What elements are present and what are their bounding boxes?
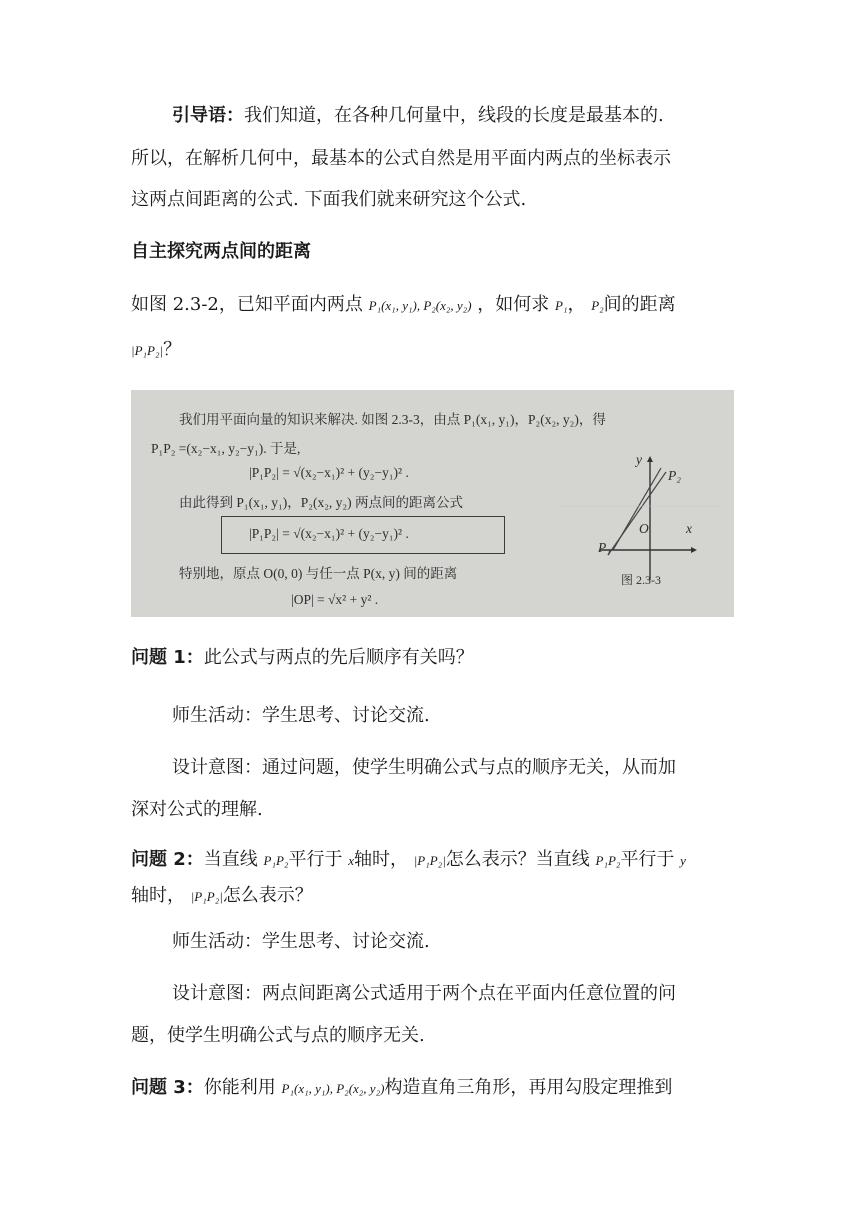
q2-activity: 师生活动：学生思考、讨论交流. [172,931,430,952]
q1-label: 问题 1： [131,647,204,668]
tb-line-1: 我们用平面向量的知识来解决. 如图 2.3-3，由点 P₁(x₁, y₁)，P₂(x₂, y₂)，得 [179,412,606,427]
intro-line-3: 这两点间距离的公式. 下面我们就来研究这个公式. [131,189,527,210]
tb-fig-caption: 图 2.3-3 [621,573,661,587]
tb-line-5: |P₁P₂| = √(x₂−x₁)² + (y₂−y₁)² . [249,526,409,541]
q2-t6: 轴时， [131,885,185,906]
q2-y: y [680,853,686,868]
q3-label: 问题 3： [131,1077,204,1098]
tb-fig-p2: P₂ [668,468,681,483]
q1-design-1: 设计意图：通过问题，使学生明确公式与点的顺序无关，从而加 [172,757,676,778]
tb-fig-y: y [636,452,642,467]
tb-segment-p1p2 [608,472,666,555]
q2-x: x [348,853,354,868]
q1-text: 此公式与两点的先后顺序有关吗？ [203,647,474,668]
q2-line-p1p2: P₁P₂ [263,853,289,868]
q2-line-p1p2-2: P₁P₂ [595,853,621,868]
question-intro-line-1 [131,293,676,318]
qi-part1: 如图 2.3-2，已知平面内两点 [131,294,363,315]
textbook-photo [131,390,734,617]
tb-line-4: 由此得到 P₁(x₁, y₁)，P₂(x₂, y₂) 两点间的距离公式 [179,495,463,510]
tb-fig-p1: P₁ [598,540,611,555]
qi-comma: ， [567,294,586,315]
qi-p1: P₁ [555,298,568,313]
tb-y-arrow [647,456,653,462]
question-intro-line-2 [131,338,181,363]
q2-t5: 平行于 [620,849,675,870]
tb-line-7: |OP| = √x² + y² . [291,592,379,607]
q1-activity: 师生活动：学生思考、讨论交流. [172,705,430,726]
qi-part3: 间的距离 [603,294,676,315]
q2-dist-2: |P₁P₂| [190,889,223,904]
tb-fig-x: x [686,521,692,536]
intro-text-1: 我们知道，在各种几何量中，线段的长度是最基本的. [244,105,664,126]
q2-t3: 轴时， [353,849,408,870]
tb-fig-o: O [639,521,649,536]
tb-line-2: P₁P₂ =(x₂−x₁, y₂−y₁). 于是, [151,441,301,456]
q2-line-2 [131,884,313,909]
qi-p2: P₂ [591,298,604,313]
q2-design-2: 题，使学生明确公式与点的顺序无关. [131,1025,425,1046]
intro-line-1 [172,104,664,128]
intro-line-2: 所以，在解析几何中，最基本的公式自然是用平面内两点的坐标表示 [131,148,671,169]
q1-line [131,646,474,670]
qi-part2: ，如何求 [477,294,550,315]
tb-line-3: |P₁P₂| = √(x₂−x₁)² + (y₂−y₁)² . [249,465,409,480]
q2-label: 问题 2： [131,849,204,870]
section-title: 自主探究两点间的距离 [131,241,311,262]
q3-points-formula: P₁(x₁, y₁), P₂(x₂, y₂) [281,1081,385,1096]
q3-t1: 你能利用 [203,1077,276,1098]
q3-t2: 构造直角三角形，再用勾股定理推到 [384,1077,673,1098]
q2-t2: 平行于 [288,849,343,870]
q2-line-1 [131,848,686,873]
tb-line-6: 特别地，原点 O(0, 0) 与任一点 P(x, y) 间的距离 [179,566,458,581]
q3-line [131,1076,672,1101]
q1-design-2: 深对公式的理解. [131,799,263,820]
qi-qmark: ？ [163,339,182,360]
tb-x-arrow [691,547,697,553]
q2-t1: 当直线 [203,849,258,870]
q2-design-1: 设计意图：两点间距离公式适用于两个点在平面内任意位置的问 [172,983,676,1004]
q2-t7: 怎么表示？ [222,885,313,906]
q2-dist-1: |P₁P₂| [413,853,446,868]
intro-label: 引导语： [172,105,244,126]
qi-points-formula: P₁(x₁, y₁), P₂(x₂, y₂) [368,298,472,313]
qi-distance: |P₁P₂| [131,343,164,358]
q2-t4: 怎么表示？当直线 [445,849,590,870]
